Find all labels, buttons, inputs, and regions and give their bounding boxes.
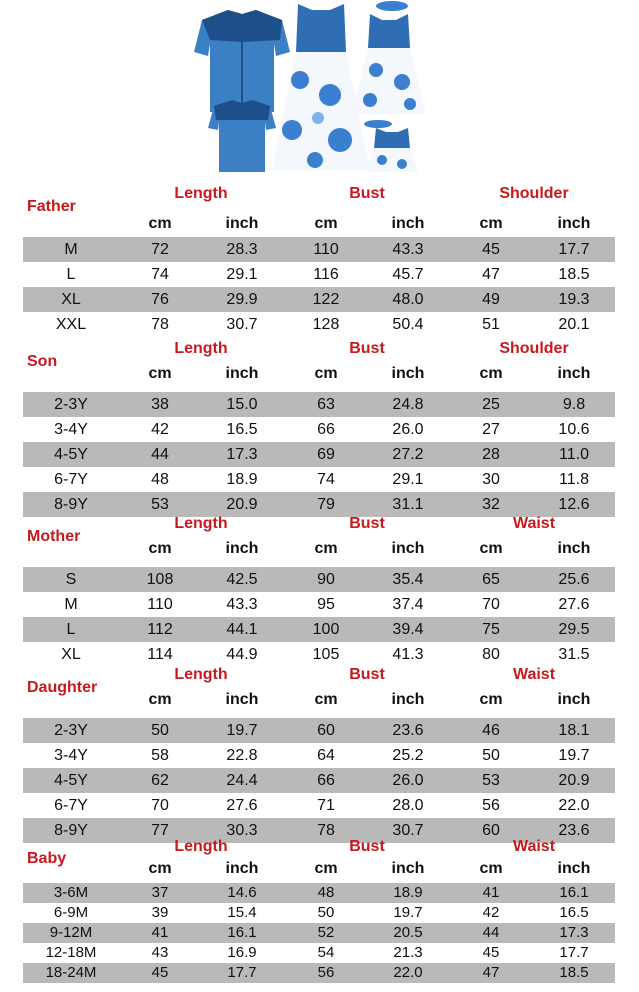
- measure-value: 14.6: [227, 884, 257, 901]
- measure-value: 19.7: [558, 747, 590, 764]
- measure-value: 21.3: [393, 944, 423, 961]
- measure-value: 22.8: [226, 747, 258, 764]
- measure-value: 77: [151, 822, 169, 839]
- measure-value: 71: [317, 797, 335, 814]
- measure-value: 66: [317, 421, 335, 438]
- table-row: [23, 262, 615, 287]
- table-row: [23, 793, 615, 818]
- measure-value: 10.6: [558, 421, 590, 438]
- measure-value: 28: [482, 446, 500, 463]
- table-row: [23, 442, 615, 467]
- measure-value: 11.8: [559, 471, 589, 488]
- measure-value: 23.6: [392, 722, 424, 739]
- measure-value: 50.4: [392, 316, 424, 333]
- unit-header: inch: [391, 215, 425, 232]
- measure-value: 28.0: [392, 797, 424, 814]
- table-row: [23, 312, 615, 337]
- measure-value: 110: [147, 596, 173, 613]
- measure-value: 62: [151, 772, 169, 789]
- measure-value: 66: [317, 772, 335, 789]
- measure-value: 29.9: [226, 291, 258, 308]
- unit-header: cm: [314, 215, 338, 232]
- measure-value: 70: [151, 797, 169, 814]
- measure-value: 42: [151, 421, 169, 438]
- measure-value: 18.5: [559, 964, 589, 981]
- measure-value: 45.7: [392, 266, 424, 283]
- measure-group-header: Length: [174, 185, 228, 202]
- measure-value: 16.1: [227, 924, 257, 941]
- measure-value: 100: [312, 621, 340, 638]
- measure-value: 19.7: [226, 722, 258, 739]
- table-row: [23, 237, 615, 262]
- unit-header: inch: [391, 860, 425, 877]
- table-row: [23, 923, 615, 943]
- measure-value: 45: [482, 241, 500, 258]
- measure-value: 42: [482, 904, 500, 921]
- measure-value: 44.1: [226, 621, 258, 638]
- measure-value: 49: [482, 291, 500, 308]
- measure-group-header: Shoulder: [499, 340, 569, 357]
- section-title: Daughter: [27, 679, 98, 696]
- measure-value: 27.6: [558, 596, 590, 613]
- unit-header: cm: [314, 365, 338, 382]
- table-row: [23, 943, 615, 963]
- measure-value: 128: [312, 316, 340, 333]
- unit-header: inch: [557, 691, 591, 708]
- measure-value: 17.7: [227, 964, 257, 981]
- measure-value: 15.0: [226, 396, 258, 413]
- size-label: 2-3Y: [54, 722, 88, 739]
- measure-value: 64: [317, 747, 335, 764]
- measure-value: 48.0: [392, 291, 424, 308]
- measure-value: 78: [151, 316, 169, 333]
- measure-value: 37.4: [392, 596, 424, 613]
- measure-group-header: Shoulder: [499, 185, 569, 202]
- section-title: Father: [27, 198, 76, 215]
- measure-value: 53: [482, 772, 500, 789]
- product-photo: [180, 0, 450, 178]
- measure-value: 38: [151, 396, 169, 413]
- size-label: L: [66, 621, 76, 638]
- measure-value: 108: [146, 571, 174, 588]
- measure-value: 74: [317, 471, 335, 488]
- measure-value: 43.3: [392, 241, 424, 258]
- unit-header: inch: [557, 540, 591, 557]
- table-row: [23, 883, 615, 903]
- unit-header: inch: [225, 860, 259, 877]
- measure-value: 43: [151, 944, 169, 961]
- measure-value: 18.9: [393, 884, 423, 901]
- measure-value: 30: [482, 471, 500, 488]
- measure-group-header: Bust: [349, 340, 385, 357]
- measure-value: 19.3: [558, 291, 590, 308]
- measure-value: 122: [312, 291, 340, 308]
- measure-value: 9.8: [562, 396, 586, 413]
- measure-value: 30.7: [226, 316, 258, 333]
- measure-value: 76: [151, 291, 169, 308]
- unit-header: cm: [479, 540, 503, 557]
- unit-header: cm: [148, 691, 172, 708]
- measure-value: 23.6: [558, 822, 590, 839]
- measure-value: 44.9: [226, 646, 258, 663]
- measure-value: 19.7: [393, 904, 423, 921]
- unit-header: inch: [557, 860, 591, 877]
- measure-value: 50: [151, 722, 169, 739]
- unit-header: inch: [557, 365, 591, 382]
- measure-value: 56: [482, 797, 500, 814]
- unit-header: cm: [314, 860, 338, 877]
- measure-value: 18.5: [558, 266, 590, 283]
- unit-header: cm: [479, 365, 503, 382]
- measure-value: 72: [151, 241, 169, 258]
- measure-value: 48: [151, 471, 169, 488]
- measure-value: 18.9: [226, 471, 258, 488]
- section-title: Mother: [27, 528, 81, 545]
- size-label: S: [65, 571, 77, 588]
- measure-value: 24.8: [392, 396, 424, 413]
- table-row: [23, 963, 615, 983]
- size-label: 12-18M: [45, 944, 97, 961]
- table-row: [23, 718, 615, 743]
- measure-value: 22.0: [558, 797, 590, 814]
- size-label: 6-7Y: [54, 797, 88, 814]
- size-label: 3-4Y: [54, 421, 88, 438]
- table-row: [23, 903, 615, 923]
- measure-group-header: Length: [174, 515, 228, 532]
- measure-value: 25: [482, 396, 500, 413]
- unit-header: inch: [225, 215, 259, 232]
- measure-value: 20.1: [558, 316, 590, 333]
- measure-value: 20.5: [393, 924, 423, 941]
- unit-header: inch: [557, 215, 591, 232]
- measure-value: 50: [317, 904, 335, 921]
- size-label: M: [64, 596, 78, 613]
- measure-value: 45: [151, 964, 169, 981]
- size-label: 3-6M: [53, 884, 89, 901]
- size-label: 2-3Y: [54, 396, 88, 413]
- measure-value: 60: [482, 822, 500, 839]
- measure-value: 29.5: [558, 621, 590, 638]
- measure-value: 58: [151, 747, 169, 764]
- measure-value: 90: [317, 571, 335, 588]
- mother-dress-icon: [272, 4, 370, 170]
- measure-value: 11.0: [559, 446, 589, 463]
- table-row: [23, 392, 615, 417]
- measure-value: 12.6: [558, 496, 590, 513]
- table-row: [23, 743, 615, 768]
- measure-value: 32: [482, 496, 500, 513]
- table-row: [23, 417, 615, 442]
- table-row: [23, 768, 615, 793]
- unit-header: cm: [479, 860, 503, 877]
- unit-header: cm: [148, 860, 172, 877]
- measure-value: 26.0: [392, 772, 424, 789]
- section-title: Son: [27, 353, 58, 370]
- measure-value: 47: [482, 266, 500, 283]
- son-shirt-icon: [208, 100, 276, 172]
- measure-value: 26.0: [392, 421, 424, 438]
- unit-header: cm: [148, 540, 172, 557]
- unit-header: cm: [479, 215, 503, 232]
- size-label: 4-5Y: [54, 772, 88, 789]
- measure-value: 16.5: [559, 904, 589, 921]
- measure-value: 48: [317, 884, 335, 901]
- unit-header: cm: [314, 540, 338, 557]
- size-label: 6-9M: [53, 904, 89, 921]
- measure-value: 42.5: [226, 571, 258, 588]
- measure-value: 95: [317, 596, 335, 613]
- measure-group-header: Length: [174, 666, 228, 683]
- unit-header: cm: [148, 365, 172, 382]
- measure-group-header: Bust: [349, 515, 385, 532]
- measure-value: 20.9: [226, 496, 258, 513]
- measure-value: 25.2: [392, 747, 424, 764]
- measure-value: 105: [312, 646, 340, 663]
- measure-value: 17.3: [559, 924, 589, 941]
- measure-group-header: Bust: [349, 666, 385, 683]
- measure-value: 44: [151, 446, 169, 463]
- measure-value: 24.4: [226, 772, 258, 789]
- measure-value: 30.3: [226, 822, 258, 839]
- unit-header: cm: [479, 691, 503, 708]
- measure-value: 110: [313, 241, 339, 258]
- measure-group-header: Length: [174, 340, 228, 357]
- measure-group-header: Waist: [512, 515, 556, 532]
- size-label: XXL: [55, 316, 87, 333]
- measure-value: 80: [482, 646, 500, 663]
- measure-value: 28.3: [226, 241, 258, 258]
- measure-value: 47: [482, 964, 500, 981]
- baby-romper-icon: [364, 120, 418, 172]
- table-row: [23, 467, 615, 492]
- table-row: [23, 642, 615, 667]
- measure-value: 70: [482, 596, 500, 613]
- measure-value: 41: [151, 924, 169, 941]
- measure-value: 116: [313, 266, 339, 283]
- measure-value: 27.2: [392, 446, 424, 463]
- unit-header: cm: [148, 215, 172, 232]
- measure-value: 46: [482, 722, 500, 739]
- size-label: 3-4Y: [54, 747, 88, 764]
- section-title: Baby: [27, 850, 67, 867]
- unit-header: inch: [225, 540, 259, 557]
- measure-value: 29.1: [226, 266, 258, 283]
- daughter-dress-icon: [352, 1, 426, 114]
- unit-header: inch: [391, 365, 425, 382]
- unit-header: inch: [391, 691, 425, 708]
- measure-value: 39.4: [392, 621, 424, 638]
- size-label: XL: [61, 291, 81, 308]
- measure-value: 52: [317, 924, 335, 941]
- measure-value: 63: [317, 396, 335, 413]
- measure-value: 16.1: [559, 884, 589, 901]
- size-label: 6-7Y: [54, 471, 88, 488]
- unit-header: inch: [225, 691, 259, 708]
- measure-group-header: Length: [174, 838, 228, 855]
- size-label: 4-5Y: [54, 446, 88, 463]
- measure-group-header: Waist: [512, 666, 556, 683]
- measure-value: 17.3: [226, 446, 258, 463]
- measure-value: 22.0: [393, 964, 423, 981]
- measure-value: 60: [317, 722, 335, 739]
- measure-value: 74: [151, 266, 169, 283]
- measure-value: 30.7: [392, 822, 424, 839]
- measure-value: 65: [482, 571, 500, 588]
- size-label: L: [66, 266, 76, 283]
- measure-group-header: Bust: [349, 838, 385, 855]
- table-row: [23, 617, 615, 642]
- measure-value: 31.5: [558, 646, 590, 663]
- measure-value: 75: [482, 621, 500, 638]
- size-label: 9-12M: [49, 924, 93, 941]
- measure-value: 25.6: [558, 571, 590, 588]
- size-label: 18-24M: [45, 964, 97, 981]
- unit-header: inch: [391, 540, 425, 557]
- measure-value: 15.4: [227, 904, 257, 921]
- measure-value: 17.7: [558, 241, 590, 258]
- table-row: [23, 592, 615, 617]
- measure-value: 27.6: [226, 797, 258, 814]
- measure-value: 16.9: [227, 944, 257, 961]
- measure-value: 78: [317, 822, 335, 839]
- measure-group-header: Waist: [512, 838, 556, 855]
- measure-value: 45: [482, 944, 500, 961]
- measure-value: 69: [317, 446, 335, 463]
- table-row: [23, 567, 615, 592]
- measure-value: 18.1: [558, 722, 590, 739]
- measure-value: 79: [317, 496, 335, 513]
- measure-value: 37: [151, 884, 169, 901]
- unit-header: inch: [225, 365, 259, 382]
- measure-value: 31.1: [392, 496, 424, 513]
- measure-value: 114: [147, 646, 173, 663]
- table-row: [23, 492, 615, 517]
- measure-value: 51: [482, 316, 500, 333]
- table-row: [23, 287, 615, 312]
- measure-value: 43.3: [226, 596, 258, 613]
- measure-value: 41.3: [392, 646, 424, 663]
- measure-value: 44: [482, 924, 500, 941]
- unit-header: cm: [314, 691, 338, 708]
- measure-value: 16.5: [226, 421, 258, 438]
- measure-value: 29.1: [392, 471, 424, 488]
- measure-value: 17.7: [559, 944, 589, 961]
- measure-group-header: Bust: [349, 185, 385, 202]
- measure-value: 20.9: [558, 772, 590, 789]
- size-label: 8-9Y: [54, 496, 88, 513]
- measure-value: 41: [482, 884, 500, 901]
- measure-value: 35.4: [392, 571, 424, 588]
- measure-value: 54: [317, 944, 335, 961]
- measure-value: 39: [151, 904, 169, 921]
- father-shirt-icon: [194, 10, 290, 112]
- size-label: XL: [61, 646, 81, 663]
- measure-value: 112: [147, 621, 173, 638]
- measure-value: 53: [151, 496, 169, 513]
- measure-value: 27: [482, 421, 500, 438]
- measure-value: 50: [482, 747, 500, 764]
- measure-value: 56: [317, 964, 335, 981]
- size-label: 8-9Y: [54, 822, 88, 839]
- size-label: M: [64, 241, 78, 258]
